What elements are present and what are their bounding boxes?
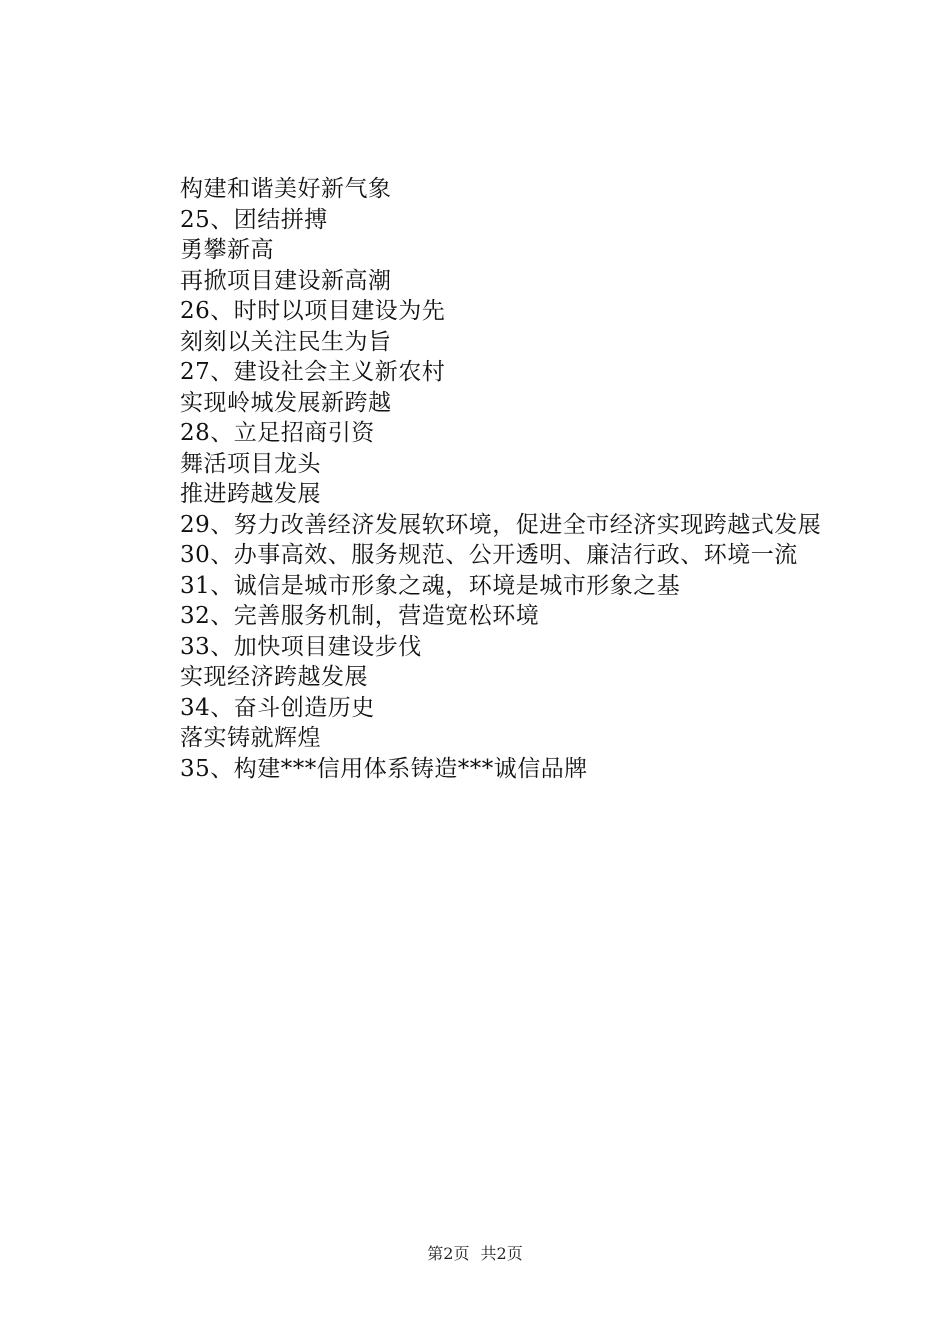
paragraph: 30、办事高效、服务规范、公开透明、廉洁行政、环境一流 xyxy=(180,542,798,568)
page-number-current: 第2页 xyxy=(427,1244,470,1263)
paragraph: 33、加快项目建设步伐 xyxy=(180,633,422,660)
paragraph: 勇攀新高 xyxy=(180,237,274,263)
paragraph: 推进跨越发展 xyxy=(180,481,321,507)
paragraph: 落实铸就辉煌 xyxy=(180,725,321,751)
paragraph: 26、时时以项目建设为先 xyxy=(180,298,446,324)
paragraph: 35、构建***信用体系铸造***诚信品牌 xyxy=(180,755,588,782)
document-body xyxy=(129,174,835,784)
page-number-total: 共2页 xyxy=(480,1244,523,1263)
paragraph: 28、立足招商引资 xyxy=(180,420,375,446)
paragraph: 再掀项目建设新高潮 xyxy=(180,267,392,294)
paragraph: 构建和谐美好新气象 xyxy=(180,176,392,202)
page-footer xyxy=(0,1244,950,1264)
paragraph: 实现岭城发展新跨越 xyxy=(180,389,392,416)
paragraph: 刻刻以关注民生为旨 xyxy=(180,328,392,355)
paragraph: 舞活项目龙头 xyxy=(180,450,321,477)
paragraph: 25、团结拼搏 xyxy=(180,206,328,233)
paragraph: 实现经济跨越发展 xyxy=(180,664,368,690)
paragraph: 29、努力改善经济发展软环境，促进全市经济实现跨越式发展 xyxy=(180,511,822,538)
paragraph: 34、奋斗创造历史 xyxy=(180,694,375,721)
paragraph: 27、建设社会主义新农村 xyxy=(180,359,446,385)
paragraph: 32、完善服务机制，营造宽松环境 xyxy=(180,603,540,629)
paragraph: 31、诚信是城市形象之魂，环境是城市形象之基 xyxy=(180,572,681,599)
